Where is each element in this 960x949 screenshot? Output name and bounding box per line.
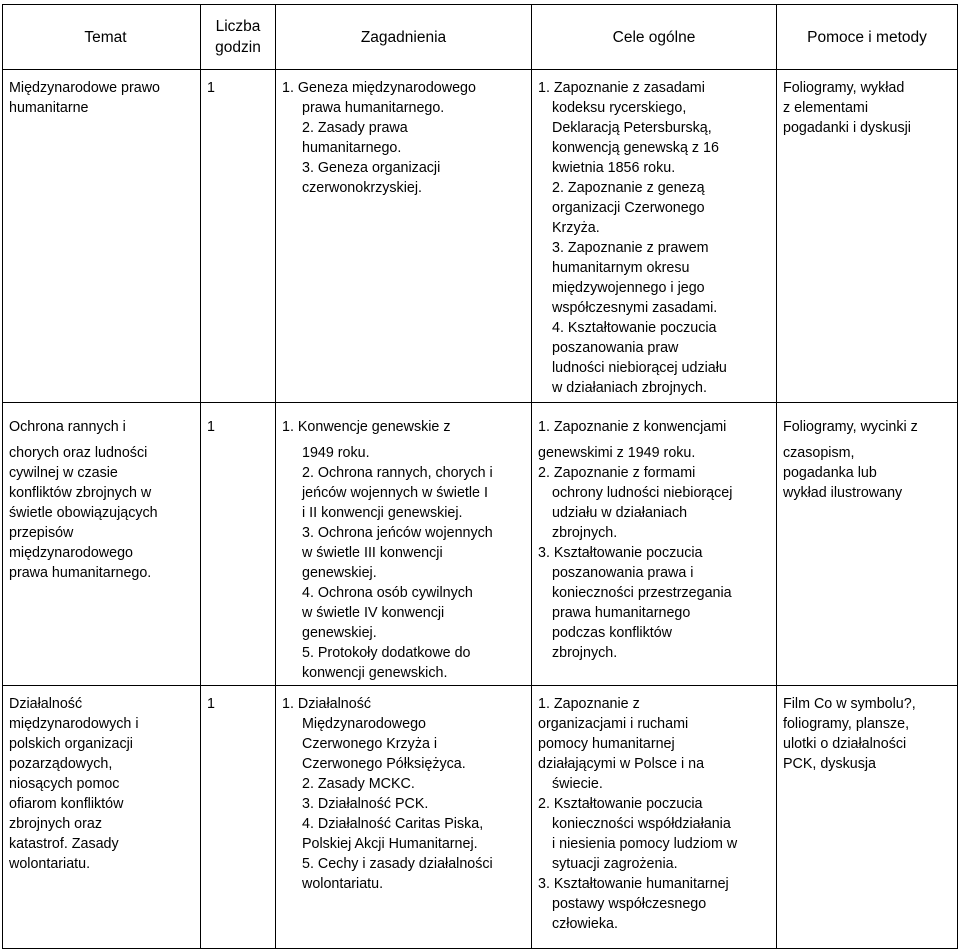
text-line: 3. Zapoznanie z prawem bbox=[552, 240, 709, 256]
cell-cele bbox=[532, 70, 777, 403]
lesson-plan-table bbox=[2, 4, 958, 949]
text-line: ludności niebiorącej udziału bbox=[552, 360, 727, 376]
cell-zagadnienia bbox=[276, 70, 532, 403]
text-line: prawa humanitarnego bbox=[552, 605, 691, 621]
text-line: prawa humanitarnego. bbox=[302, 100, 445, 116]
text-line: zbrojnych. bbox=[552, 645, 618, 661]
text-line: prawa humanitarnego. bbox=[9, 565, 152, 581]
text-line: Ochrona rannych i bbox=[9, 419, 126, 435]
text-line: udziału w działaniach bbox=[552, 505, 688, 521]
text-line: kwietnia 1856 roku. bbox=[552, 160, 676, 176]
text-line: 1. Konwencje genewskie z bbox=[282, 419, 451, 435]
cell-temat bbox=[3, 70, 201, 403]
text-line: 1. Zapoznanie z bbox=[538, 696, 640, 712]
text-line: Foliogramy, wykład bbox=[783, 80, 905, 96]
text-line: człowieka. bbox=[552, 916, 618, 932]
text-line: zbrojnych. bbox=[552, 525, 618, 541]
text-line: w działaniach zbrojnych. bbox=[552, 380, 707, 396]
text-line: Międzynarodowego bbox=[302, 716, 426, 732]
text-line: Czerwonego Krzyża i bbox=[302, 736, 438, 752]
header-cele-ogolne: Cele ogólne bbox=[532, 5, 777, 70]
table-header-row bbox=[3, 5, 958, 70]
text-line: 3. Kształtowanie poczucia bbox=[538, 545, 703, 561]
text-line: humanitarnym okresu bbox=[552, 260, 690, 276]
cell-temat bbox=[3, 686, 201, 949]
cell-cele bbox=[532, 686, 777, 949]
text-line: podczas konfliktów bbox=[552, 625, 672, 641]
text-line: działającymi w Polsce i na bbox=[538, 756, 705, 772]
header-zagadnienia: Zagadnienia bbox=[276, 5, 532, 70]
text-line: Czerwonego Półksiężyca. bbox=[302, 756, 466, 772]
text-line: pogadanki i dyskusji bbox=[783, 120, 911, 136]
cell-zagadnienia bbox=[276, 686, 532, 949]
text-line: 2. Zasady MCKC. bbox=[302, 776, 415, 792]
cell-temat bbox=[3, 403, 201, 686]
text-line: 2. Zasady prawa bbox=[302, 120, 408, 136]
text-line: 3. Działalność PCK. bbox=[302, 796, 429, 812]
text-line: ofiarom konfliktów bbox=[9, 796, 124, 812]
text-line: ochrony ludności niebiorącej bbox=[552, 485, 733, 501]
text-line: sytuacji zagrożenia. bbox=[552, 856, 678, 872]
cell-godziny bbox=[201, 70, 276, 403]
header-temat: Temat bbox=[3, 5, 201, 70]
text-line: 1 bbox=[207, 696, 215, 712]
text-line: i niesienia pomocy ludziom w bbox=[552, 836, 738, 852]
text-line: wykład ilustrowany bbox=[783, 485, 903, 501]
text-line: 3. Kształtowanie humanitarnej bbox=[538, 876, 729, 892]
table-row bbox=[3, 70, 958, 403]
text-line: świecie. bbox=[552, 776, 603, 792]
text-line: 5. Protokoły dodatkowe do bbox=[302, 645, 471, 661]
text-line: konwencji genewskich. bbox=[302, 665, 448, 681]
text-line: przepisów bbox=[9, 525, 74, 541]
cell-zagadnienia bbox=[276, 403, 532, 686]
text-line: Film Co w symbolu?, bbox=[783, 696, 916, 712]
header-pomoce-i-metody: Pomoce i metody bbox=[777, 5, 958, 70]
text-line: międzynarodowego bbox=[9, 545, 133, 561]
cell-pomoce bbox=[777, 686, 958, 949]
text-line: 2. Zapoznanie z genezą bbox=[552, 180, 705, 196]
text-line: w świetle III konwencji bbox=[302, 545, 443, 561]
text-line: 4. Ochrona osób cywilnych bbox=[302, 585, 473, 601]
text-line: międzywojennego i jego bbox=[552, 280, 705, 296]
text-line: humanitarnego. bbox=[302, 140, 402, 156]
text-line: Krzyża. bbox=[552, 220, 600, 236]
table-row bbox=[3, 403, 958, 686]
text-line: konwencją genewską z 16 bbox=[552, 140, 719, 156]
text-line: 1. Działalność bbox=[282, 696, 371, 712]
text-line: cywilnej w czasie bbox=[9, 465, 118, 481]
text-line: pozarządowych, bbox=[9, 756, 113, 772]
text-line: jeńców wojennych w świetle I bbox=[302, 485, 488, 501]
text-line: 1. Geneza międzynarodowego bbox=[282, 80, 476, 96]
text-line: niosących pomoc bbox=[9, 776, 120, 792]
cell-cele bbox=[532, 403, 777, 686]
text-line: organizacjami i ruchami bbox=[538, 716, 689, 732]
text-line: Międzynarodowe prawo bbox=[9, 80, 160, 96]
text-line: organizacji Czerwonego bbox=[552, 200, 705, 216]
text-line: poszanowania praw bbox=[552, 340, 679, 356]
text-line: 1949 roku. bbox=[302, 445, 370, 461]
text-line: poszanowania prawa i bbox=[552, 565, 694, 581]
text-line: foliogramy, plansze, bbox=[783, 716, 910, 732]
text-line: z elementami bbox=[783, 100, 869, 116]
text-line: pogadanka lub bbox=[783, 465, 877, 481]
text-line: 1. Zapoznanie z zasadami bbox=[538, 80, 705, 96]
text-line: 1 bbox=[207, 80, 215, 96]
text-line: Foliogramy, wycinki z bbox=[783, 419, 918, 435]
text-line: wolontariatu. bbox=[302, 876, 384, 892]
text-line: 2. Ochrona rannych, chorych i bbox=[302, 465, 493, 481]
text-line: genewskiej. bbox=[302, 565, 377, 581]
text-line: zbrojnych oraz bbox=[9, 816, 102, 832]
text-line: 1 bbox=[207, 419, 215, 435]
text-line: chorych oraz ludności bbox=[9, 445, 148, 461]
text-line: 5. Cechy i zasady działalności bbox=[302, 856, 493, 872]
text-line: 4. Kształtowanie poczucia bbox=[552, 320, 717, 336]
text-line: międzynarodowych i bbox=[9, 716, 139, 732]
table-row bbox=[3, 686, 958, 949]
text-line: 3. Ochrona jeńców wojennych bbox=[302, 525, 493, 541]
text-line: genewskiej. bbox=[302, 625, 377, 641]
text-line: katastrof. Zasady bbox=[9, 836, 119, 852]
text-line: PCK, dyskusja bbox=[783, 756, 876, 772]
text-line: polskich organizacji bbox=[9, 736, 133, 752]
text-line: świetle obowiązujących bbox=[9, 505, 158, 521]
text-line: w świetle IV konwencji bbox=[302, 605, 445, 621]
text-line: czasopism, bbox=[783, 445, 855, 461]
text-line: konieczności przestrzegania bbox=[552, 585, 732, 601]
text-line: humanitarne bbox=[9, 100, 89, 116]
text-line: konfliktów zbrojnych w bbox=[9, 485, 152, 501]
text-line: genewskimi z 1949 roku. bbox=[538, 445, 696, 461]
text-line: 1. Zapoznanie z konwencjami bbox=[538, 419, 727, 435]
text-line: Polskiej Akcji Humanitarnej. bbox=[302, 836, 478, 852]
text-line: 2. Zapoznanie z formami bbox=[538, 465, 696, 481]
text-line: wolontariatu. bbox=[9, 856, 91, 872]
cell-pomoce bbox=[777, 70, 958, 403]
text-line: kodeksu rycerskiego, bbox=[552, 100, 687, 116]
header-liczba-godzin: Liczba godzin bbox=[201, 5, 276, 70]
text-line: 3. Geneza organizacji bbox=[302, 160, 441, 176]
text-line: Deklaracją Petersburską, bbox=[552, 120, 712, 136]
text-line: współczesnymi zasadami. bbox=[552, 300, 718, 316]
text-line: 4. Działalność Caritas Piska, bbox=[302, 816, 484, 832]
text-line: czerwonokrzyskiej. bbox=[302, 180, 422, 196]
cell-godziny bbox=[201, 403, 276, 686]
cell-godziny bbox=[201, 686, 276, 949]
cell-pomoce bbox=[777, 403, 958, 686]
text-line: postawy współczesnego bbox=[552, 896, 707, 912]
text-line: 2. Kształtowanie poczucia bbox=[538, 796, 703, 812]
text-line: pomocy humanitarnej bbox=[538, 736, 675, 752]
text-line: ulotki o działalności bbox=[783, 736, 907, 752]
text-line: konieczności współdziałania bbox=[552, 816, 731, 832]
text-line: Działalność bbox=[9, 696, 83, 712]
text-line: i II konwencji genewskiej. bbox=[302, 505, 463, 521]
